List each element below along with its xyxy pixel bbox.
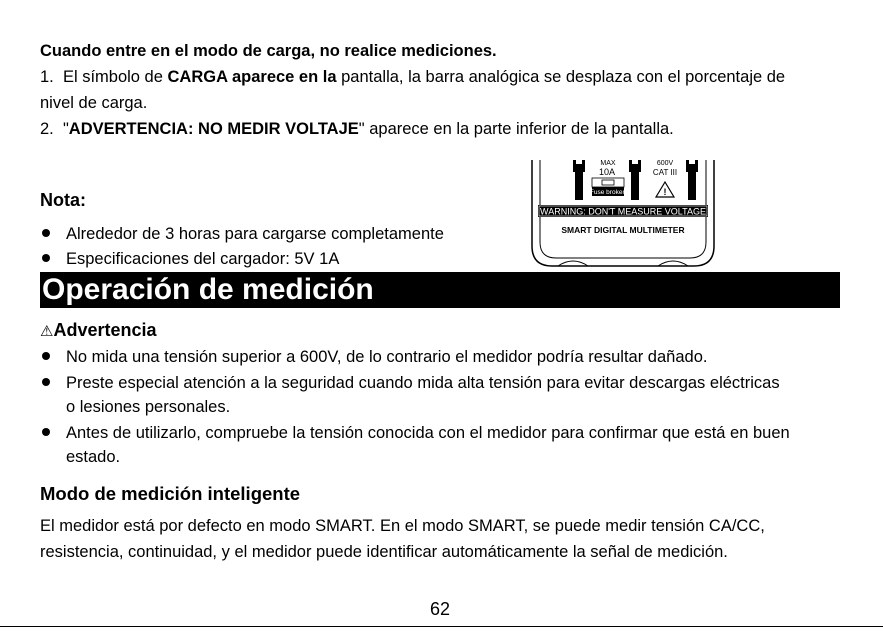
svg-text:SMART DIGITAL MULTIMETER: SMART DIGITAL MULTIMETER — [561, 225, 685, 235]
nota-item-1: Alrededor de 3 horas para cargarse completamente — [66, 225, 444, 243]
fuse-icon — [602, 180, 614, 185]
jack-icon — [631, 164, 639, 200]
bullet-icon — [42, 254, 50, 262]
bullet-icon — [42, 229, 50, 237]
warning-item-1: No mida una tensión superior a 600V, de lo contrario el medidor podría resultar dañado. — [66, 348, 708, 366]
charge-item-2: 2. "ADVERTENCIA: NO MEDIR VOLTAJE" aparece en la parte inferior de la pantalla. — [40, 120, 674, 138]
bullet-icon — [42, 352, 50, 360]
smart-mode-line-1: El medidor está por defecto en modo SMART. En el modo SMART, se puede medir tensión CA/CC, — [40, 517, 765, 535]
svg-text:WARNING: DON'T MEASURE VOLTAGE: WARNING: DON'T MEASURE VOLTAGE — [540, 206, 706, 217]
page-number: 62 — [430, 599, 451, 619]
bullet-icon — [42, 378, 50, 386]
nota-title: Nota: — [40, 190, 86, 210]
warning-triangle-icon: ⚠ — [40, 323, 54, 340]
smart-mode-line-2: resistencia, continuidad, y el medidor puede identificar automáticamente la señal de medición. — [40, 543, 728, 561]
svg-text:10A: 10A — [598, 167, 616, 177]
svg-text:!: ! — [663, 187, 667, 197]
warning-item-2-cont: o lesiones personales. — [66, 398, 231, 416]
warning-item-3-cont: estado. — [66, 448, 121, 466]
multimeter-illustration — [528, 160, 718, 270]
jack-icon — [688, 164, 696, 200]
svg-text:CAT III: CAT III — [652, 168, 678, 177]
charge-item-1: 1. El símbolo de CARGA aparece en la pantalla, la barra analógica se desplaza con el porcentaje de — [40, 68, 786, 86]
smart-mode-heading: Modo de medición inteligente — [40, 483, 301, 504]
jack-icon — [575, 164, 583, 200]
warning-item-2: Preste especial atención a la seguridad cuando mida alta tensión para evitar descargas eléctricas — [66, 374, 780, 392]
section-banner: Operación de medición — [40, 272, 840, 308]
bullet-icon — [42, 428, 50, 436]
charge-item-1-cont: nivel de carga. — [40, 94, 148, 112]
svg-text:Fuse broken: Fuse broken — [589, 189, 627, 196]
svg-text:MAX: MAX — [600, 160, 616, 167]
bottom-rule — [0, 626, 883, 627]
warning-item-3: Antes de utilizarlo, compruebe la tensión conocida con el medidor para confirmar que está en buen — [66, 424, 790, 442]
svg-text:600V: 600V — [656, 160, 674, 167]
nota-item-2: Especificaciones del cargador: 5V 1A — [66, 250, 340, 268]
warning-heading: ⚠Advertencia — [40, 320, 157, 340]
charge-heading: Cuando entre en el modo de carga, no realice mediciones. — [40, 42, 497, 60]
